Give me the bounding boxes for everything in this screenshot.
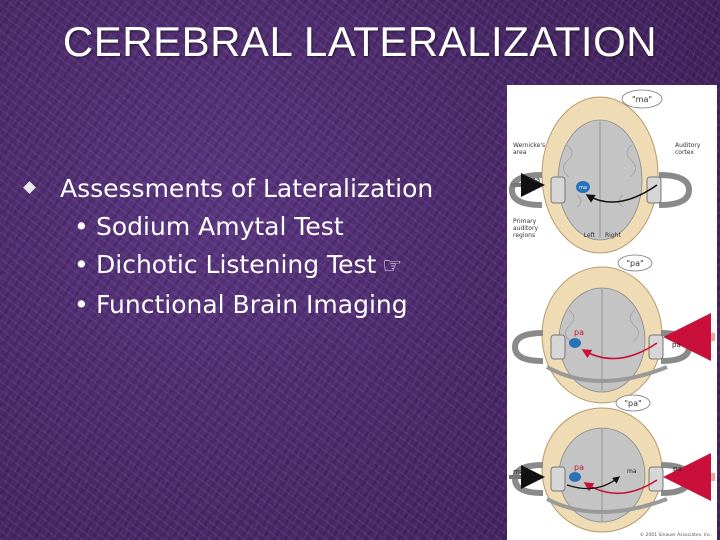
figure-panel-1 <box>511 90 701 253</box>
sub-bullet-dot: • <box>74 290 89 319</box>
pointing-hand-icon[interactable]: ☞ <box>382 254 403 279</box>
sub-bullet-list <box>60 208 433 324</box>
dichotic-listening-figure <box>507 85 717 540</box>
wernicke-highlight <box>569 472 581 482</box>
left-ear-syllable: ma <box>513 468 525 476</box>
label-area: area <box>513 149 527 156</box>
sub-bullet-dot: • <box>74 250 89 279</box>
label-wernicke: Wernicke's <box>513 142 546 149</box>
speech-bubble-text: "pa" <box>626 259 644 268</box>
figure-panel-2 <box>515 255 715 403</box>
sub-bullet-sodium-amytal <box>60 208 433 246</box>
label-auditory: Auditory <box>675 142 701 149</box>
sub-bullet-text: Dichotic Listening Test <box>96 250 377 279</box>
bullet-content <box>60 170 433 324</box>
dichotic-figure-svg <box>507 85 717 540</box>
left-ear-syllable: ma <box>529 176 541 184</box>
midline-syllable-label: ma <box>627 468 637 475</box>
right-ear-syllable: pa <box>673 465 682 473</box>
headphone-left-icon <box>515 333 543 361</box>
figure-panel-3 <box>509 395 715 538</box>
speech-bubble-text: "ma" <box>631 95 653 104</box>
sub-bullet-dot: • <box>74 212 89 241</box>
sub-bullet-functional-imaging <box>60 286 433 324</box>
right-ear-syllable: pa <box>672 341 681 349</box>
sub-bullet-dichotic-listening <box>60 246 433 286</box>
speech-bubble-text: "pa" <box>624 399 642 408</box>
wernicke-highlight <box>569 338 581 348</box>
label-cortex: cortex <box>675 149 694 156</box>
main-bullet-text: Assessments of Lateralization <box>60 174 434 203</box>
label-regions: regions <box>513 232 536 239</box>
brain-syllable-label: ma <box>579 185 587 191</box>
label-auditory-2: auditory <box>513 225 538 232</box>
label-left: Left <box>583 232 595 239</box>
sub-bullet-text: Sodium Amytal Test <box>96 212 344 241</box>
label-right: Right <box>605 232 621 239</box>
slide-title: CEREBRAL LATERALIZATION <box>62 18 658 65</box>
figure-credit: © 2001 Sinauer Associates, Inc. <box>639 533 712 538</box>
diamond-bullet-icon <box>23 181 36 194</box>
headphone-right-icon <box>659 175 689 205</box>
brain-syllable-label: pa <box>574 463 584 472</box>
sub-bullet-text: Functional Brain Imaging <box>96 290 408 319</box>
brain-syllable-label: pa <box>574 328 584 337</box>
label-primary: Primary <box>513 218 537 225</box>
